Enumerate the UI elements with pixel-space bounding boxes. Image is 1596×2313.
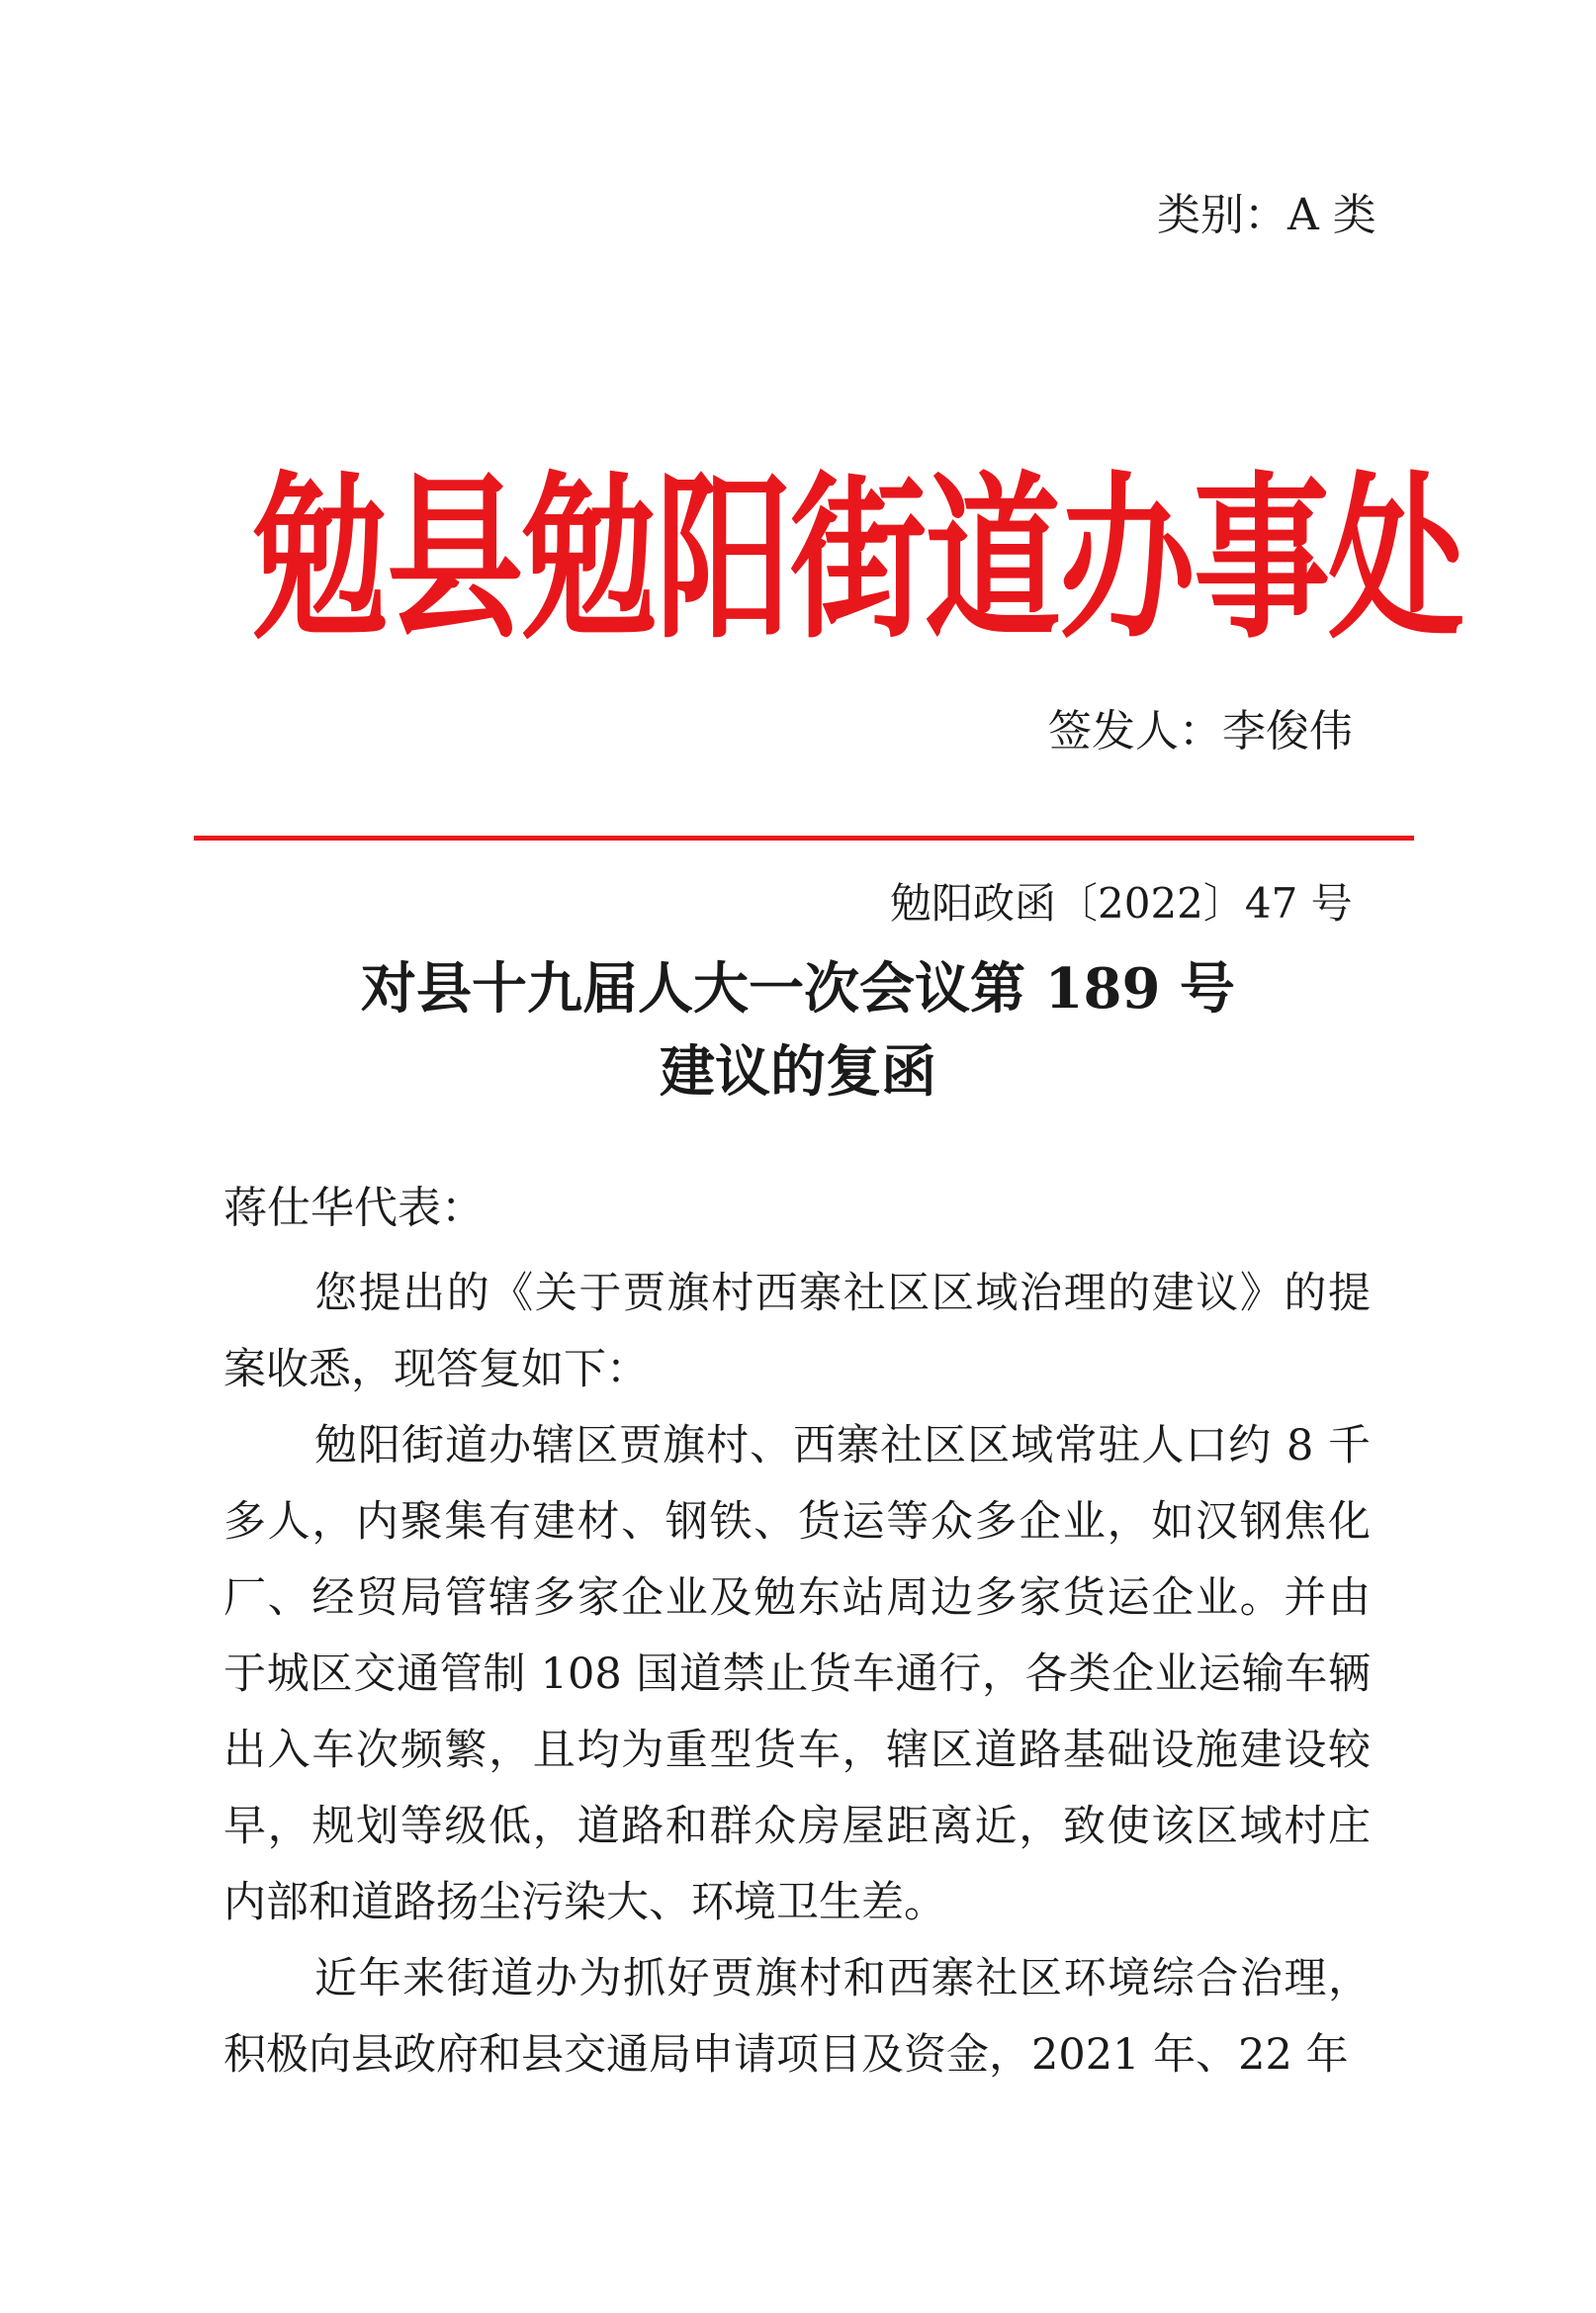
document-number: 勉阳政函〔2022〕47 号: [890, 879, 1353, 928]
agency-masthead: 勉县勉阳街道办事处: [252, 456, 1463, 664]
document-category: 类别：A 类: [1157, 190, 1376, 240]
body-line: 勉阳街道办辖区贾旗村、西寨社区区域常驻人口约 8 千: [314, 1421, 1371, 1470]
document-title-line: 建议的复函: [660, 1039, 936, 1105]
body-line: 近年来街道办为抓好贾旗村和西寨社区环境综合治理，: [314, 1954, 1371, 2003]
document-title-line: 对县十九届人大一次会议第 189 号: [361, 956, 1235, 1022]
body-line: 出入车次频繁，且均为重型货车，辖区道路基础设施建设较: [223, 1726, 1371, 1775]
document-title: [198, 947, 1398, 1113]
paragraph: [223, 1408, 1371, 1941]
paragraph: [223, 1256, 1371, 1408]
body-line: 内部和道路扬尘污染大、环境卫生差。: [223, 1878, 946, 1927]
body-line: 厂、经贸局管辖多家企业及勉东站周边多家货运企业。并由: [223, 1573, 1371, 1623]
body-line: 积极向县政府和县交通局申请项目及资金，2021 年、22 年: [223, 2030, 1349, 2080]
paragraph: [223, 1941, 1371, 2093]
red-divider-line: [194, 836, 1414, 841]
salutation: 蒋仕华代表：: [223, 1183, 485, 1233]
body-line: 多人，内聚集有建材、钢铁、货运等众多企业，如汉钢焦化: [223, 1497, 1371, 1547]
body-line: 案收悉，现答复如下：: [223, 1345, 649, 1394]
document-signer: 签发人：李俊伟: [1048, 706, 1353, 756]
body-line: 早，规划等级低，道路和群众房屋距离近，致使该区域村庄: [223, 1802, 1371, 1851]
body-line: 于城区交通管制 108 国道禁止货车通行，各类企业运输车辆: [223, 1649, 1371, 1699]
body-text: [223, 1256, 1371, 2093]
body-line: 您提出的《关于贾旗村西寨社区区域治理的建议》的提: [314, 1269, 1371, 1318]
